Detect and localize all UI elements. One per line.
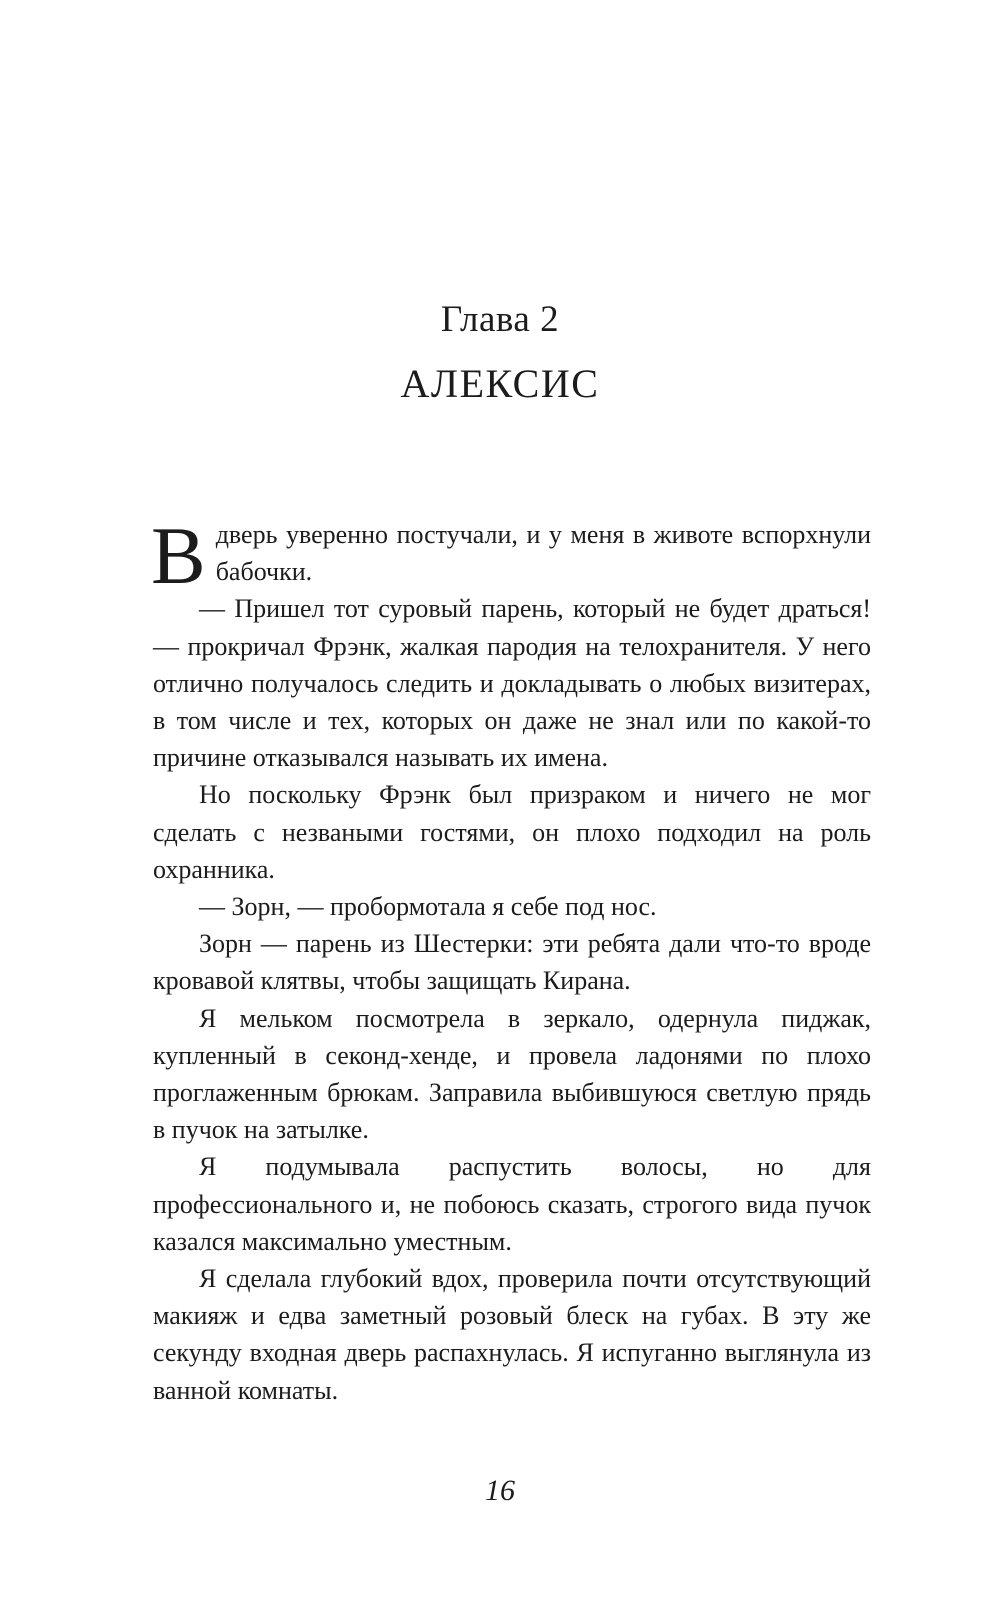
chapter-number: Глава 2	[440, 299, 560, 340]
chapter-body	[151, 510, 871, 1409]
chapter-title: АЛЕКСИС	[400, 361, 600, 406]
paragraph-6: Я мельком посмотрела в зеркало, одернула пиджак, купленный в секонд-хенде, и провела ладонями по плохо проглаженным брюкам. Заправила выбившуюся светлую прядь в пучок на затылке.	[153, 1003, 871, 1145]
paragraph-5: Зорн — парень из Шестерки: эти ребята дали что-то вроде кровавой клятвы, чтобы защищать Кирана.	[153, 929, 871, 996]
paragraph-4: — Зорн, — пробормотала я себе под нос.	[199, 892, 657, 922]
page-number: 16	[485, 1474, 515, 1507]
paragraph-1	[151, 510, 871, 601]
paragraph-3: Но поскольку Фрэнк был призраком и ничего не мог сделать с незваными гостями, он плохо подходил на роль охранника.	[153, 780, 871, 884]
drop-cap: В	[151, 510, 206, 601]
paragraph-7: Я подумывала распустить волосы, но для профессионального и, не побоюсь сказать, строгого вида пучок казался максимально уместным.	[153, 1152, 871, 1256]
paragraph-1-text: дверь уверенно постучали, и у меня в животе вспорхнули бабочки.	[215, 520, 871, 587]
paragraph-2: — Пришел тот суровый парень, который не будет драться! — прокричал Фрэнк, жалкая пародия на телохранителя. У него отлично получалось следить и докладывать о любых визитерах, в том числе и тех, которых он даже не знал или по какой-то причине отказывался называть их имена.	[153, 594, 871, 773]
paragraph-8: Я сделала глубокий вдох, проверила почти отсутствующий макияж и едва заметный розовый блеск на губах. В эту же секунду входная дверь распахнулась. Я испуганно выглянула из ванной комнаты.	[153, 1264, 871, 1405]
